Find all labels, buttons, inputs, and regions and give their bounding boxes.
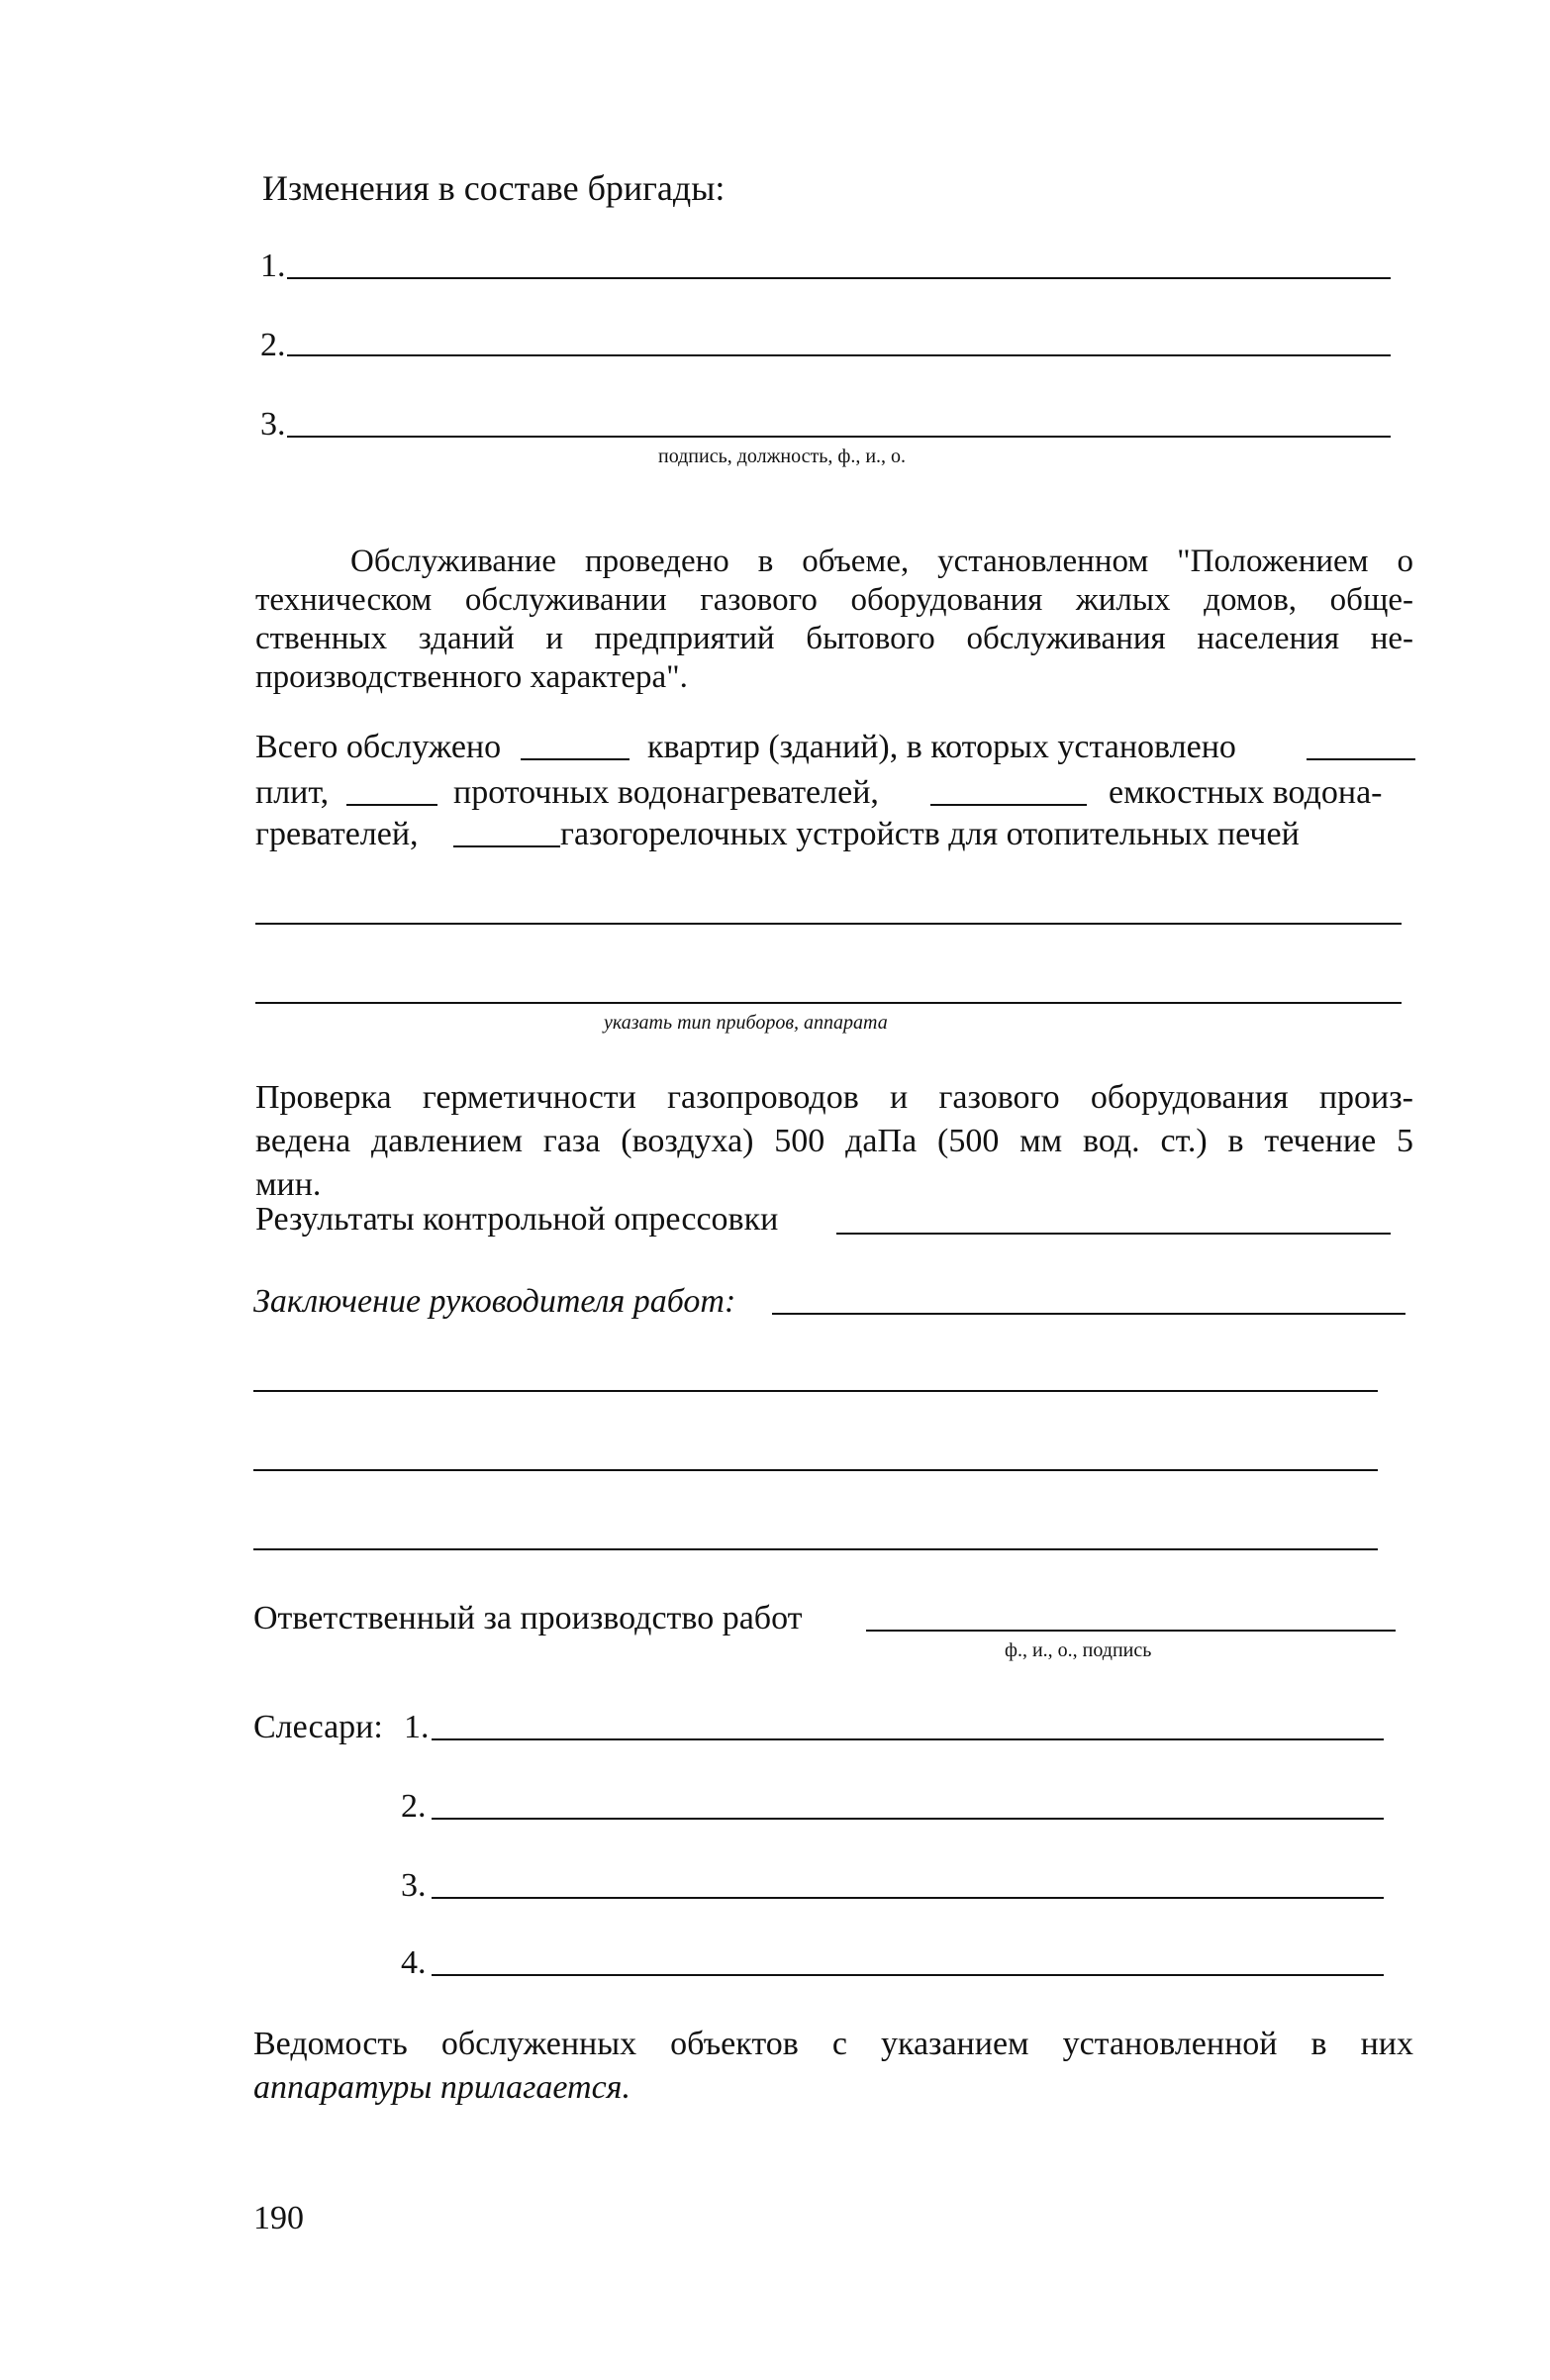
burner-devices-label: газогорелочных устройств для отопительных печей: [560, 816, 1300, 852]
service-line-1: Обслуживание проведено в объеме, установленном "Положением о: [350, 544, 1413, 579]
check-line-3: мин.: [255, 1166, 322, 1203]
conclusion-field[interactable]: [772, 1313, 1405, 1315]
fitter-2-field[interactable]: [432, 1818, 1384, 1820]
fitter-3-number: 3.: [401, 1867, 427, 1904]
total-label: Всего обслужено: [255, 729, 502, 765]
conclusion-line-3[interactable]: [253, 1469, 1378, 1471]
flow-heaters-count-field[interactable]: [930, 804, 1087, 806]
service-line-3: ственных зданий и предприятий бытового обслуживания населения не-: [255, 621, 1413, 656]
device-type-line-1[interactable]: [255, 923, 1402, 925]
stoves-label: плит,: [255, 774, 330, 811]
fitter-2-number: 2.: [401, 1788, 427, 1825]
responsible-label: Ответственный за производство работ: [253, 1600, 803, 1636]
device-type-caption: указать тип приборов, аппарата: [604, 1012, 888, 1034]
apartments-count-field[interactable]: [521, 758, 630, 760]
flow-heaters-label: проточных водонагревателей,: [453, 774, 879, 811]
conclusion-label: Заключение руководителя работ:: [253, 1283, 736, 1320]
results-label: Результаты контрольной опрессовки: [255, 1201, 779, 1238]
brigade-title: Изменения в составе бригады:: [262, 168, 726, 208]
installed-count-field[interactable]: [1307, 758, 1415, 760]
fitter-4-field[interactable]: [432, 1974, 1384, 1976]
brigade-line-3[interactable]: [287, 436, 1391, 438]
results-field[interactable]: [836, 1233, 1391, 1235]
storage-heaters-label: емкостных водона-: [1109, 774, 1383, 811]
service-line-4: производственного характера".: [255, 659, 688, 695]
brigade-line-1[interactable]: [287, 277, 1391, 279]
service-line-2: техническом обслуживании газового оборудования жилых домов, обще-: [255, 582, 1413, 618]
brigade-line-2-number: 2.: [260, 327, 286, 363]
footer-line-1: Ведомость обслуженных объектов с указанием установленной в них: [253, 2026, 1413, 2062]
brigade-line-3-number: 3.: [260, 406, 286, 443]
storage-heaters-count-field[interactable]: [453, 845, 560, 847]
responsible-field[interactable]: [866, 1630, 1396, 1632]
heaters-label: гревателей,: [255, 816, 419, 852]
device-type-line-2[interactable]: [255, 1002, 1402, 1004]
conclusion-line-2[interactable]: [253, 1390, 1378, 1392]
check-line-2: ведена давлением газа (воздуха) 500 даПа (500 мм вод. ст.) в течение 5: [255, 1123, 1413, 1159]
footer-line-2: аппаратуры прилагается.: [253, 2069, 630, 2106]
fitters-label: Слесари:: [253, 1709, 383, 1745]
conclusion-line-4[interactable]: [253, 1548, 1378, 1550]
fitter-1-field[interactable]: [432, 1738, 1384, 1740]
fitter-1-number: 1.: [404, 1709, 430, 1745]
brigade-line-1-number: 1.: [260, 248, 286, 284]
page-number: 190: [253, 2200, 304, 2236]
check-line-1: Проверка герметичности газопроводов и газового оборудования произ-: [255, 1079, 1413, 1116]
fitter-4-number: 4.: [401, 1944, 427, 1981]
brigade-caption: подпись, должность, ф., и., о.: [658, 446, 907, 467]
total-apartments-text: квартир (зданий), в которых установлено: [647, 729, 1236, 765]
responsible-caption: ф., и., о., подпись: [1005, 1639, 1152, 1661]
fitter-3-field[interactable]: [432, 1897, 1384, 1899]
stoves-count-field[interactable]: [346, 804, 437, 806]
service-paragraph: [255, 543, 1413, 697]
brigade-line-2[interactable]: [287, 354, 1391, 356]
